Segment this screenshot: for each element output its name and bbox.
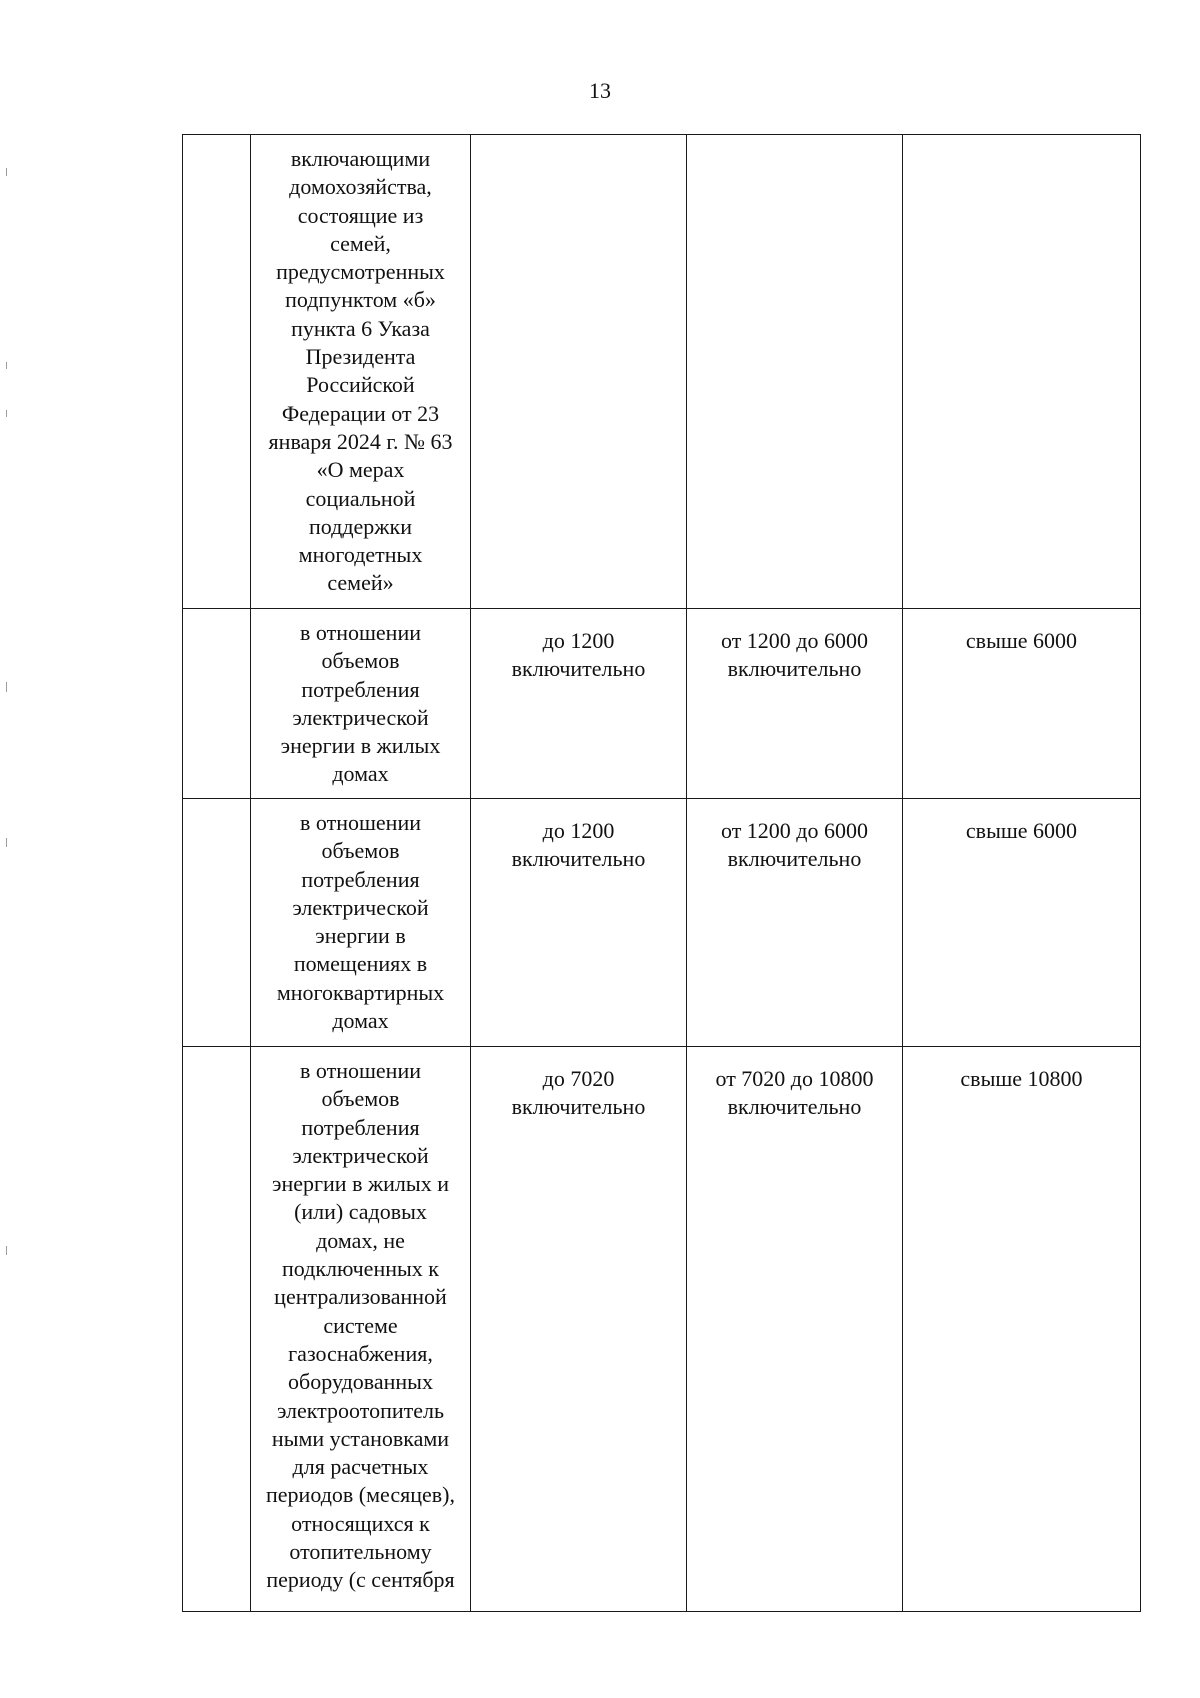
range-1-cell [471,799,687,1047]
tariff-table [182,134,1141,1612]
description-cell [251,1047,471,1612]
range-3-cell [903,135,1141,609]
range-1-text: до 7020 включительно [511,1066,646,1120]
scan-mark [6,682,7,692]
table-row [183,135,1141,609]
description-cell [251,799,471,1047]
range-3-text: свыше 6000 [965,628,1078,653]
range-2-text: от 1200 до 6000 включительно [720,628,869,682]
description-text: включающими домохозяйства, состоящие из семей, предусмотренных подпунктом «б» пункта 6 Указа Президента Российской Федерации от 23 января 2024 г. № 63 «О мерах социальной поддержки многодетных семей» [268,146,453,596]
range-3-cell [903,1047,1141,1612]
range-2-cell [687,1047,903,1612]
range-1-cell [471,609,687,799]
row-number-cell [183,135,251,609]
row-number-cell [183,609,251,799]
description-text: в отношении объемов потребления электрической энергии в помещениях в многоквартирных домах [276,810,445,1034]
range-3-text: свыше 6000 [965,818,1078,843]
description-cell [251,609,471,799]
row-number-cell [183,799,251,1047]
description-text: в отношении объемов потребления электрической энергии в жилых и (или) садовых домах, не подключенных к централизованной системе газоснабжения, оборудованных электроотопитель ными установками для расчетных периодов (месяцев), относящихся к отопительному периоду (с сентября [266,1058,455,1593]
scan-mark [6,1246,7,1255]
table-row [183,799,1141,1047]
table-row [183,609,1141,799]
range-1-text: до 1200 включительно [511,628,646,682]
scan-mark [6,168,7,176]
table-row [183,1047,1141,1612]
range-1-cell [471,135,687,609]
page-number: 13 [589,78,611,103]
description-cell [251,135,471,609]
range-1-text: до 1200 включительно [511,818,646,872]
range-2-text: от 7020 до 10800 включительно [715,1066,874,1120]
range-3-cell [903,799,1141,1047]
range-2-text: от 1200 до 6000 включительно [720,818,869,872]
range-2-cell [687,135,903,609]
range-1-cell [471,1047,687,1612]
range-3-cell [903,609,1141,799]
scan-mark [6,838,7,847]
range-2-cell [687,799,903,1047]
scan-mark [6,410,7,417]
scan-mark [6,362,7,369]
description-text: в отношении объемов потребления электрической энергии в жилых домах [280,620,441,787]
range-2-cell [687,609,903,799]
row-number-cell [183,1047,251,1612]
range-3-text: свыше 10800 [960,1066,1083,1091]
